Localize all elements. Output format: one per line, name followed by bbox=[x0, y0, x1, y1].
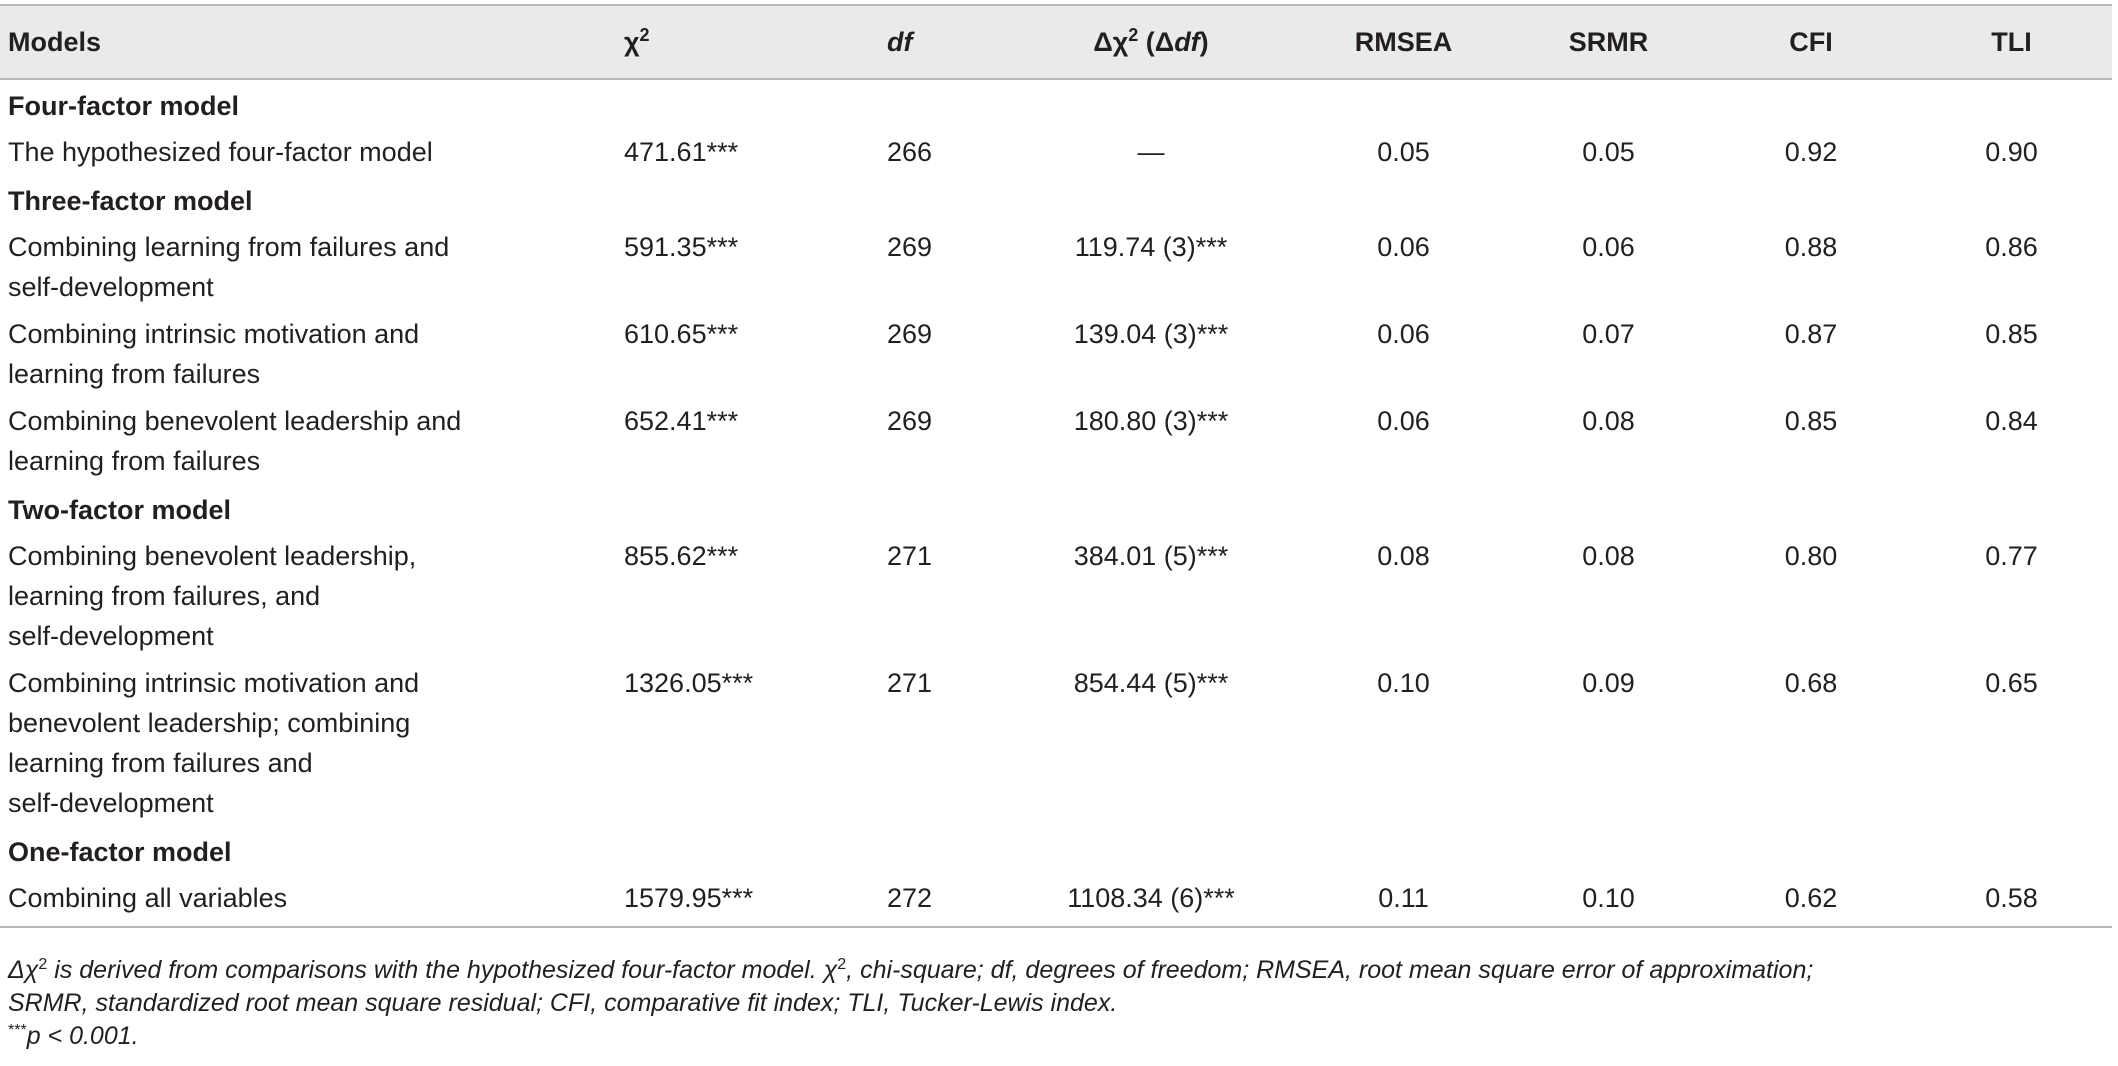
footnote-significance-sup: *** bbox=[8, 1022, 27, 1039]
df-value: 266 bbox=[887, 137, 933, 167]
chi-square-value: 591.35*** bbox=[624, 232, 739, 262]
chi-square-value: 610.65*** bbox=[624, 319, 739, 349]
model-name-line: self-development bbox=[8, 621, 214, 651]
header-df: df bbox=[839, 5, 1001, 79]
model-name: Combining all variables bbox=[0, 874, 610, 927]
header-chi-square bbox=[610, 5, 839, 79]
cfi-value: 0.80 bbox=[1784, 541, 1838, 571]
cfi-value: 0.85 bbox=[1784, 406, 1838, 436]
model-name-line: Combining benevolent leadership, bbox=[8, 541, 417, 571]
table-row bbox=[0, 397, 2112, 484]
cfi-value: 0.62 bbox=[1711, 874, 1911, 927]
model-name-line: self-development bbox=[8, 788, 214, 818]
delta-open: (Δ bbox=[1138, 27, 1175, 57]
delta-close: ) bbox=[1199, 27, 1209, 57]
cfi-value: 0.68 bbox=[1784, 668, 1838, 698]
tli-value: 0.90 bbox=[1985, 137, 2038, 167]
model-name-line: learning from failures and bbox=[8, 748, 313, 778]
df-value: 272 bbox=[839, 874, 1001, 927]
section-title: Two-factor model bbox=[8, 495, 232, 525]
chi-square-value: 1326.05*** bbox=[624, 668, 754, 698]
delta-chi-value: 119.74 (3)*** bbox=[1074, 232, 1228, 262]
table-row bbox=[0, 659, 2112, 826]
srmr-value: 0.07 bbox=[1582, 319, 1635, 349]
tli-value: 0.58 bbox=[1911, 874, 2112, 927]
rmsea-value: 0.05 bbox=[1377, 137, 1430, 167]
cfi-value: 0.92 bbox=[1784, 137, 1838, 167]
cfi-value: 0.88 bbox=[1784, 232, 1838, 262]
delta-df: df bbox=[1174, 27, 1200, 57]
footnote-line-2: SRMR, standardized root mean square residual; CFI, comparative fit index; TLI, Tucker-Lewis index. bbox=[8, 989, 1118, 1017]
model-name bbox=[0, 532, 610, 659]
srmr-value: 0.08 bbox=[1582, 541, 1635, 571]
tli-value: 0.84 bbox=[1985, 406, 2038, 436]
srmr-value: 0.05 bbox=[1582, 137, 1635, 167]
table-row bbox=[0, 310, 2112, 397]
table-header bbox=[0, 5, 2112, 79]
chi-superscript: 2 bbox=[639, 25, 650, 45]
model-name bbox=[0, 397, 610, 484]
df-value: 269 bbox=[887, 319, 933, 349]
rmsea-value: 0.10 bbox=[1377, 668, 1430, 698]
rmsea-value: 0.06 bbox=[1377, 232, 1430, 262]
srmr-value: 0.09 bbox=[1582, 668, 1635, 698]
model-name-line: Combining learning from failures and bbox=[8, 232, 450, 262]
tli-value: 0.65 bbox=[1985, 668, 2038, 698]
section-row bbox=[0, 826, 2112, 874]
delta-chi-value: 139.04 (3)*** bbox=[1073, 319, 1229, 349]
footnote-line-1 bbox=[8, 954, 2108, 987]
rmsea-value: 0.06 bbox=[1377, 406, 1430, 436]
header-rmsea: RMSEA bbox=[1301, 5, 1506, 79]
footnote-line-3 bbox=[8, 1020, 2108, 1053]
delta-chi-symbol: Δχ bbox=[1093, 27, 1129, 57]
model-fit-table bbox=[0, 4, 2112, 928]
section-row bbox=[0, 79, 2112, 128]
section-row bbox=[0, 175, 2112, 223]
chi-square-value: 1579.95*** bbox=[610, 874, 839, 927]
table-footnote bbox=[8, 954, 2108, 1053]
srmr-value: 0.08 bbox=[1582, 406, 1635, 436]
chi-square-value: 855.62*** bbox=[624, 541, 739, 571]
model-name-line: benevolent leadership; combining bbox=[8, 708, 411, 738]
model-name bbox=[0, 310, 610, 397]
delta-chi-value: 1108.34 (6)*** bbox=[1001, 874, 1301, 927]
section-title: One-factor model bbox=[8, 837, 232, 867]
srmr-value: 0.10 bbox=[1506, 874, 1711, 927]
header-models: Models bbox=[0, 5, 610, 79]
rmsea-value: 0.11 bbox=[1301, 874, 1506, 927]
rmsea-value: 0.06 bbox=[1377, 319, 1430, 349]
header-srmr: SRMR bbox=[1506, 5, 1711, 79]
tli-value: 0.86 bbox=[1985, 232, 2038, 262]
chi-symbol: χ bbox=[624, 27, 640, 57]
table-row bbox=[0, 223, 2112, 310]
section-row bbox=[0, 484, 2112, 532]
df-value: 269 bbox=[887, 232, 933, 262]
delta-chi-value: 180.80 (3)*** bbox=[1073, 406, 1229, 436]
section-title: Three-factor model bbox=[8, 186, 253, 216]
header-cfi: CFI bbox=[1711, 5, 1911, 79]
cfi-value: 0.87 bbox=[1784, 319, 1838, 349]
model-name-line: self-development bbox=[8, 272, 214, 302]
model-name-line: learning from failures bbox=[8, 446, 261, 476]
footnote-text: is derived from comparisons with the hypothesized four-factor model. χ bbox=[47, 956, 838, 984]
chi-square-value: 471.61*** bbox=[624, 137, 739, 167]
section-title: Four-factor model bbox=[8, 91, 240, 121]
footnote-significance: p < 0.001. bbox=[26, 1022, 139, 1050]
table-body bbox=[0, 79, 2112, 927]
tli-value: 0.77 bbox=[1985, 541, 2038, 571]
model-name-line: learning from failures bbox=[8, 359, 261, 389]
tli-value: 0.85 bbox=[1985, 319, 2038, 349]
rmsea-value: 0.08 bbox=[1377, 541, 1430, 571]
delta-chi-superscript: 2 bbox=[1128, 25, 1139, 45]
table-row bbox=[0, 874, 2112, 927]
df-value: 269 bbox=[887, 406, 933, 436]
footnote-sup: 2 bbox=[38, 956, 48, 973]
header-tli: TLI bbox=[1911, 5, 2112, 79]
model-name-line: Combining intrinsic motivation and bbox=[8, 319, 420, 349]
model-name bbox=[0, 223, 610, 310]
model-name: The hypothesized four-factor model bbox=[8, 137, 433, 167]
footnote-delta-symbol: Δχ bbox=[8, 956, 39, 984]
header-delta-chi-square bbox=[1001, 5, 1301, 79]
delta-chi-value: 384.01 (5)*** bbox=[1073, 541, 1229, 571]
model-name-line: Combining intrinsic motivation and bbox=[8, 668, 420, 698]
table-row bbox=[0, 128, 2112, 175]
df-value: 271 bbox=[887, 668, 933, 698]
model-name-line: Combining benevolent leadership and bbox=[8, 406, 462, 436]
delta-chi-value: 854.44 (5)*** bbox=[1073, 668, 1229, 698]
table-row bbox=[0, 532, 2112, 659]
srmr-value: 0.06 bbox=[1582, 232, 1635, 262]
model-name bbox=[0, 659, 610, 826]
chi-square-value: 652.41*** bbox=[624, 406, 739, 436]
header-row bbox=[0, 5, 2112, 79]
footnote-sup: 2 bbox=[837, 956, 847, 973]
model-name-line: learning from failures, and bbox=[8, 581, 321, 611]
footnote-text: , chi-square; df, degrees of freedom; RMSEA, root mean square error of approximation; bbox=[846, 956, 1814, 984]
delta-chi-value: — bbox=[1137, 137, 1165, 167]
df-value: 271 bbox=[887, 541, 933, 571]
